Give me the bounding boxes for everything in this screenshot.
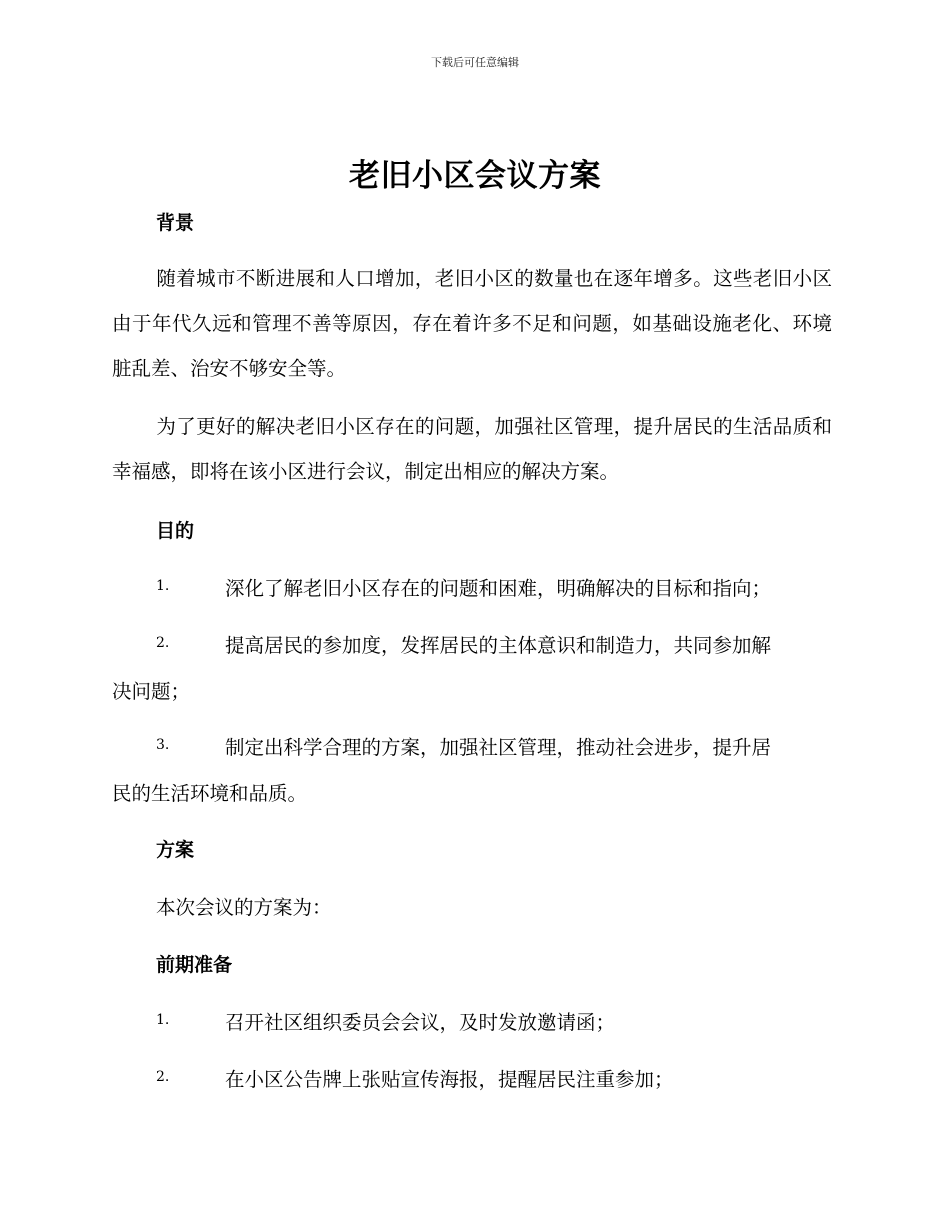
prep-item-2-text: 在小区公告牌上张贴宣传海报，提醒居民注重参加； [225,1068,674,1091]
background-paragraph-2 [112,404,832,494]
purpose-item-3-text: 制定出科学合理的方案，加强社区管理，推动社会进步，提升居 [225,736,772,759]
purpose-item-2-number: 2. [156,635,170,651]
prep-item-1-text: 召开社区组织委员会会议，及时发放邀请函； [225,1011,616,1034]
prep-item-2-number: 2. [156,1069,170,1085]
purpose-item-3-text-cont: 民的生活环境和品质。 [112,782,308,805]
header-note: 下载后可任意编辑 [431,56,519,69]
heading-purpose: 目的 [156,520,195,542]
purpose-item-2-text: 提高居民的参加度，发挥居民的主体意识和制造力，共同参加解 [225,634,772,657]
purpose-item-2-text-cont: 决问题； [112,680,191,703]
background-paragraph-1-text: 随着城市不断进展和人口增加，老旧小区的数量也在逐年增多。这些老旧小区由于年代久远和管理不善等原因，存在着许多不足和问题，如基础设施老化、环境脏乱差、治安不够安全等。 [112,267,832,380]
background-paragraph-1 [112,256,832,391]
background-paragraph-2-text: 为了更好的解决老旧小区存在的问题，加强社区管理，提升居民的生活品质和幸福感，即将在该小区进行会议，制定出相应的解决方案。 [112,415,832,483]
heading-plan: 方案 [156,839,195,861]
document-title: 老旧小区会议方案 [349,158,601,194]
plan-intro: 本次会议的方案为： [156,896,332,919]
prep-item-1-number: 1. [156,1012,170,1028]
purpose-item-1-number: 1. [156,578,170,594]
heading-prep: 前期准备 [156,954,233,976]
heading-background: 背景 [156,212,195,234]
purpose-item-3-number: 3. [156,737,170,753]
purpose-item-1-text: 深化了解老旧小区存在的问题和困难，明确解决的目标和指向； [225,577,772,600]
